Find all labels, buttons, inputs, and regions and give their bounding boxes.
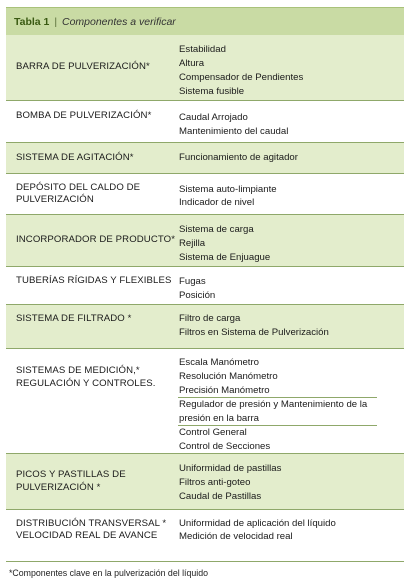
table-row (6, 305, 404, 349)
component-name: BARRA DE PULVERIZACIÓN* (16, 61, 150, 73)
component-name: SISTEMA DE AGITACIÓN* (16, 151, 134, 163)
check-item: Estabilidad (179, 44, 226, 55)
check-item: Regulador de presión y Mantenimiento de la presión en la barra (179, 399, 368, 424)
check-item: Altura (179, 58, 205, 69)
check-item: Uniformidad de pastillas (179, 463, 282, 474)
row-divider (178, 425, 377, 426)
check-item: Caudal Arrojado (179, 112, 248, 123)
check-item: Fugas (179, 276, 206, 287)
check-item: Filtros en Sistema de Pulverización (179, 327, 329, 338)
component-name: SISTEMAS DE MEDICIÓN,* REGULACIÓN Y CONTROLES. (16, 365, 156, 389)
check-item: Precisión Manómetro (179, 385, 270, 396)
check-item: Sistema de carga (179, 224, 254, 235)
check-item: Sistema de Enjuague (179, 252, 271, 263)
table-bottom-rule (6, 561, 404, 562)
table-row (6, 510, 404, 550)
table-label: Tabla 1 (14, 16, 50, 28)
check-item: Sistema fusible (179, 86, 245, 97)
component-name: BOMBA DE PULVERIZACIÓN* (16, 110, 152, 121)
table-row (6, 143, 404, 174)
table-row (6, 101, 404, 143)
table-row (6, 454, 404, 510)
components-table (6, 35, 404, 550)
check-item: Filtro de carga (179, 313, 241, 324)
check-item: Rejilla (179, 238, 206, 249)
caption-separator: | (54, 16, 58, 28)
table-title: Componentes a verificar (61, 16, 176, 28)
component-name: DISTRIBUCIÓN TRANSVERSAL * VELOCIDAD REAL DE AVANCE (16, 517, 167, 541)
table-row (6, 174, 404, 215)
component-name: TUBERÍAS RÍGIDAS Y FLEXIBLES (16, 275, 172, 286)
check-item: Mantenimiento del caudal (179, 126, 289, 137)
check-item: Control de Secciones (179, 441, 271, 452)
check-item: Escala Manómetro (179, 357, 259, 368)
component-name: INCORPORADOR DE PRODUCTO* (16, 234, 176, 246)
check-item: Indicador de nivel (179, 197, 255, 208)
check-item: Sistema auto-limpiante (179, 184, 277, 195)
check-item: Uniformidad de aplicación del líquido (179, 518, 336, 529)
footnote: *Componentes clave en la pulverización del líquido (9, 568, 209, 578)
component-name: PICOS Y PASTILLAS DE PULVERIZACIÓN * (16, 469, 126, 493)
check-item: Caudal de Pastillas (179, 491, 262, 502)
table-row (6, 215, 404, 267)
check-item: Resolución Manómetro (179, 371, 278, 382)
table-row (6, 267, 404, 305)
table-caption (6, 7, 404, 35)
check-item: Medición de velocidad real (179, 531, 293, 542)
check-item: Filtros anti-goteo (179, 477, 251, 488)
check-item: Posición (179, 290, 216, 301)
table-row (6, 349, 404, 454)
check-item: Control General (179, 427, 247, 438)
table-row (6, 35, 404, 101)
component-name: DEPÓSITO DEL CALDO DE PULVERIZACIÓN (16, 181, 141, 205)
component-name: SISTEMA DE FILTRADO * (16, 313, 132, 324)
check-item: Compensador de Pendientes (179, 72, 304, 83)
check-item: Funcionamiento de agitador (179, 152, 298, 163)
